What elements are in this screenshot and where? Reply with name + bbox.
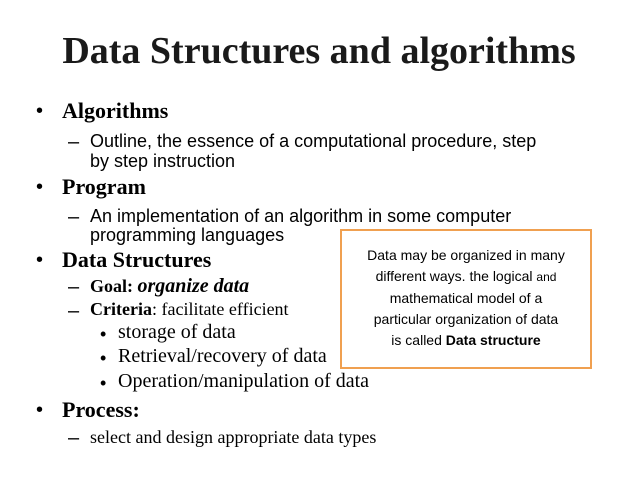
callout-emphasis: Data structure <box>445 332 541 348</box>
callout-line: Data may be organized in many <box>367 247 565 263</box>
callout-text: is called <box>391 332 446 348</box>
process-detail: select and design appropriate data types <box>90 427 377 447</box>
data-structure-item: storage of data <box>118 321 236 343</box>
bullet-program: Program <box>62 174 146 199</box>
bullet-dot: • <box>36 249 44 271</box>
bullet-algorithms: Algorithms <box>62 98 169 123</box>
bullet-dot: • <box>36 176 44 198</box>
algorithms-detail-2: by step instruction <box>90 151 236 171</box>
bullet-dot: • <box>100 348 107 368</box>
sub-bullet-dash: – <box>68 206 80 228</box>
goal-label: Goal: <box>90 276 133 296</box>
callout-line: particular organization of data <box>373 311 559 327</box>
bullet-dot: • <box>36 399 44 421</box>
goal-line <box>90 275 249 298</box>
data-structure-item: Retrieval/recovery of data <box>118 345 327 367</box>
program-detail-2: programming languages <box>90 225 285 245</box>
bullet-process: Process: <box>62 397 140 422</box>
callout-line: mathematical model of a <box>389 290 543 306</box>
criteria-label: Criteria <box>90 299 152 319</box>
sub-bullet-dash: – <box>68 276 80 298</box>
criteria-value: : facilitate efficient <box>151 299 289 319</box>
sub-bullet-dash: – <box>68 427 80 449</box>
slide-title: Data Structures and algorithms <box>62 30 576 72</box>
algorithms-detail-1: Outline, the essence of a computational procedure, step <box>90 131 537 151</box>
callout-line <box>350 330 582 351</box>
sub-bullet-dash: – <box>68 131 80 153</box>
callout-text: and <box>536 270 557 284</box>
criteria-line <box>90 299 289 320</box>
callout-line <box>350 266 582 288</box>
sub-bullet-dash: – <box>68 300 80 322</box>
goal-value: organize data <box>137 275 250 297</box>
bullet-dot: • <box>36 100 44 122</box>
bullet-dot: • <box>100 324 107 344</box>
data-structure-item: Operation/manipulation of data <box>118 370 370 392</box>
definition-callout-box <box>340 229 592 369</box>
callout-text: different ways. the logical <box>375 268 537 284</box>
bullet-dot: • <box>100 373 107 393</box>
bullet-data-structures: Data Structures <box>62 247 212 272</box>
program-detail-1: An implementation of an algorithm in some computer <box>90 206 512 226</box>
